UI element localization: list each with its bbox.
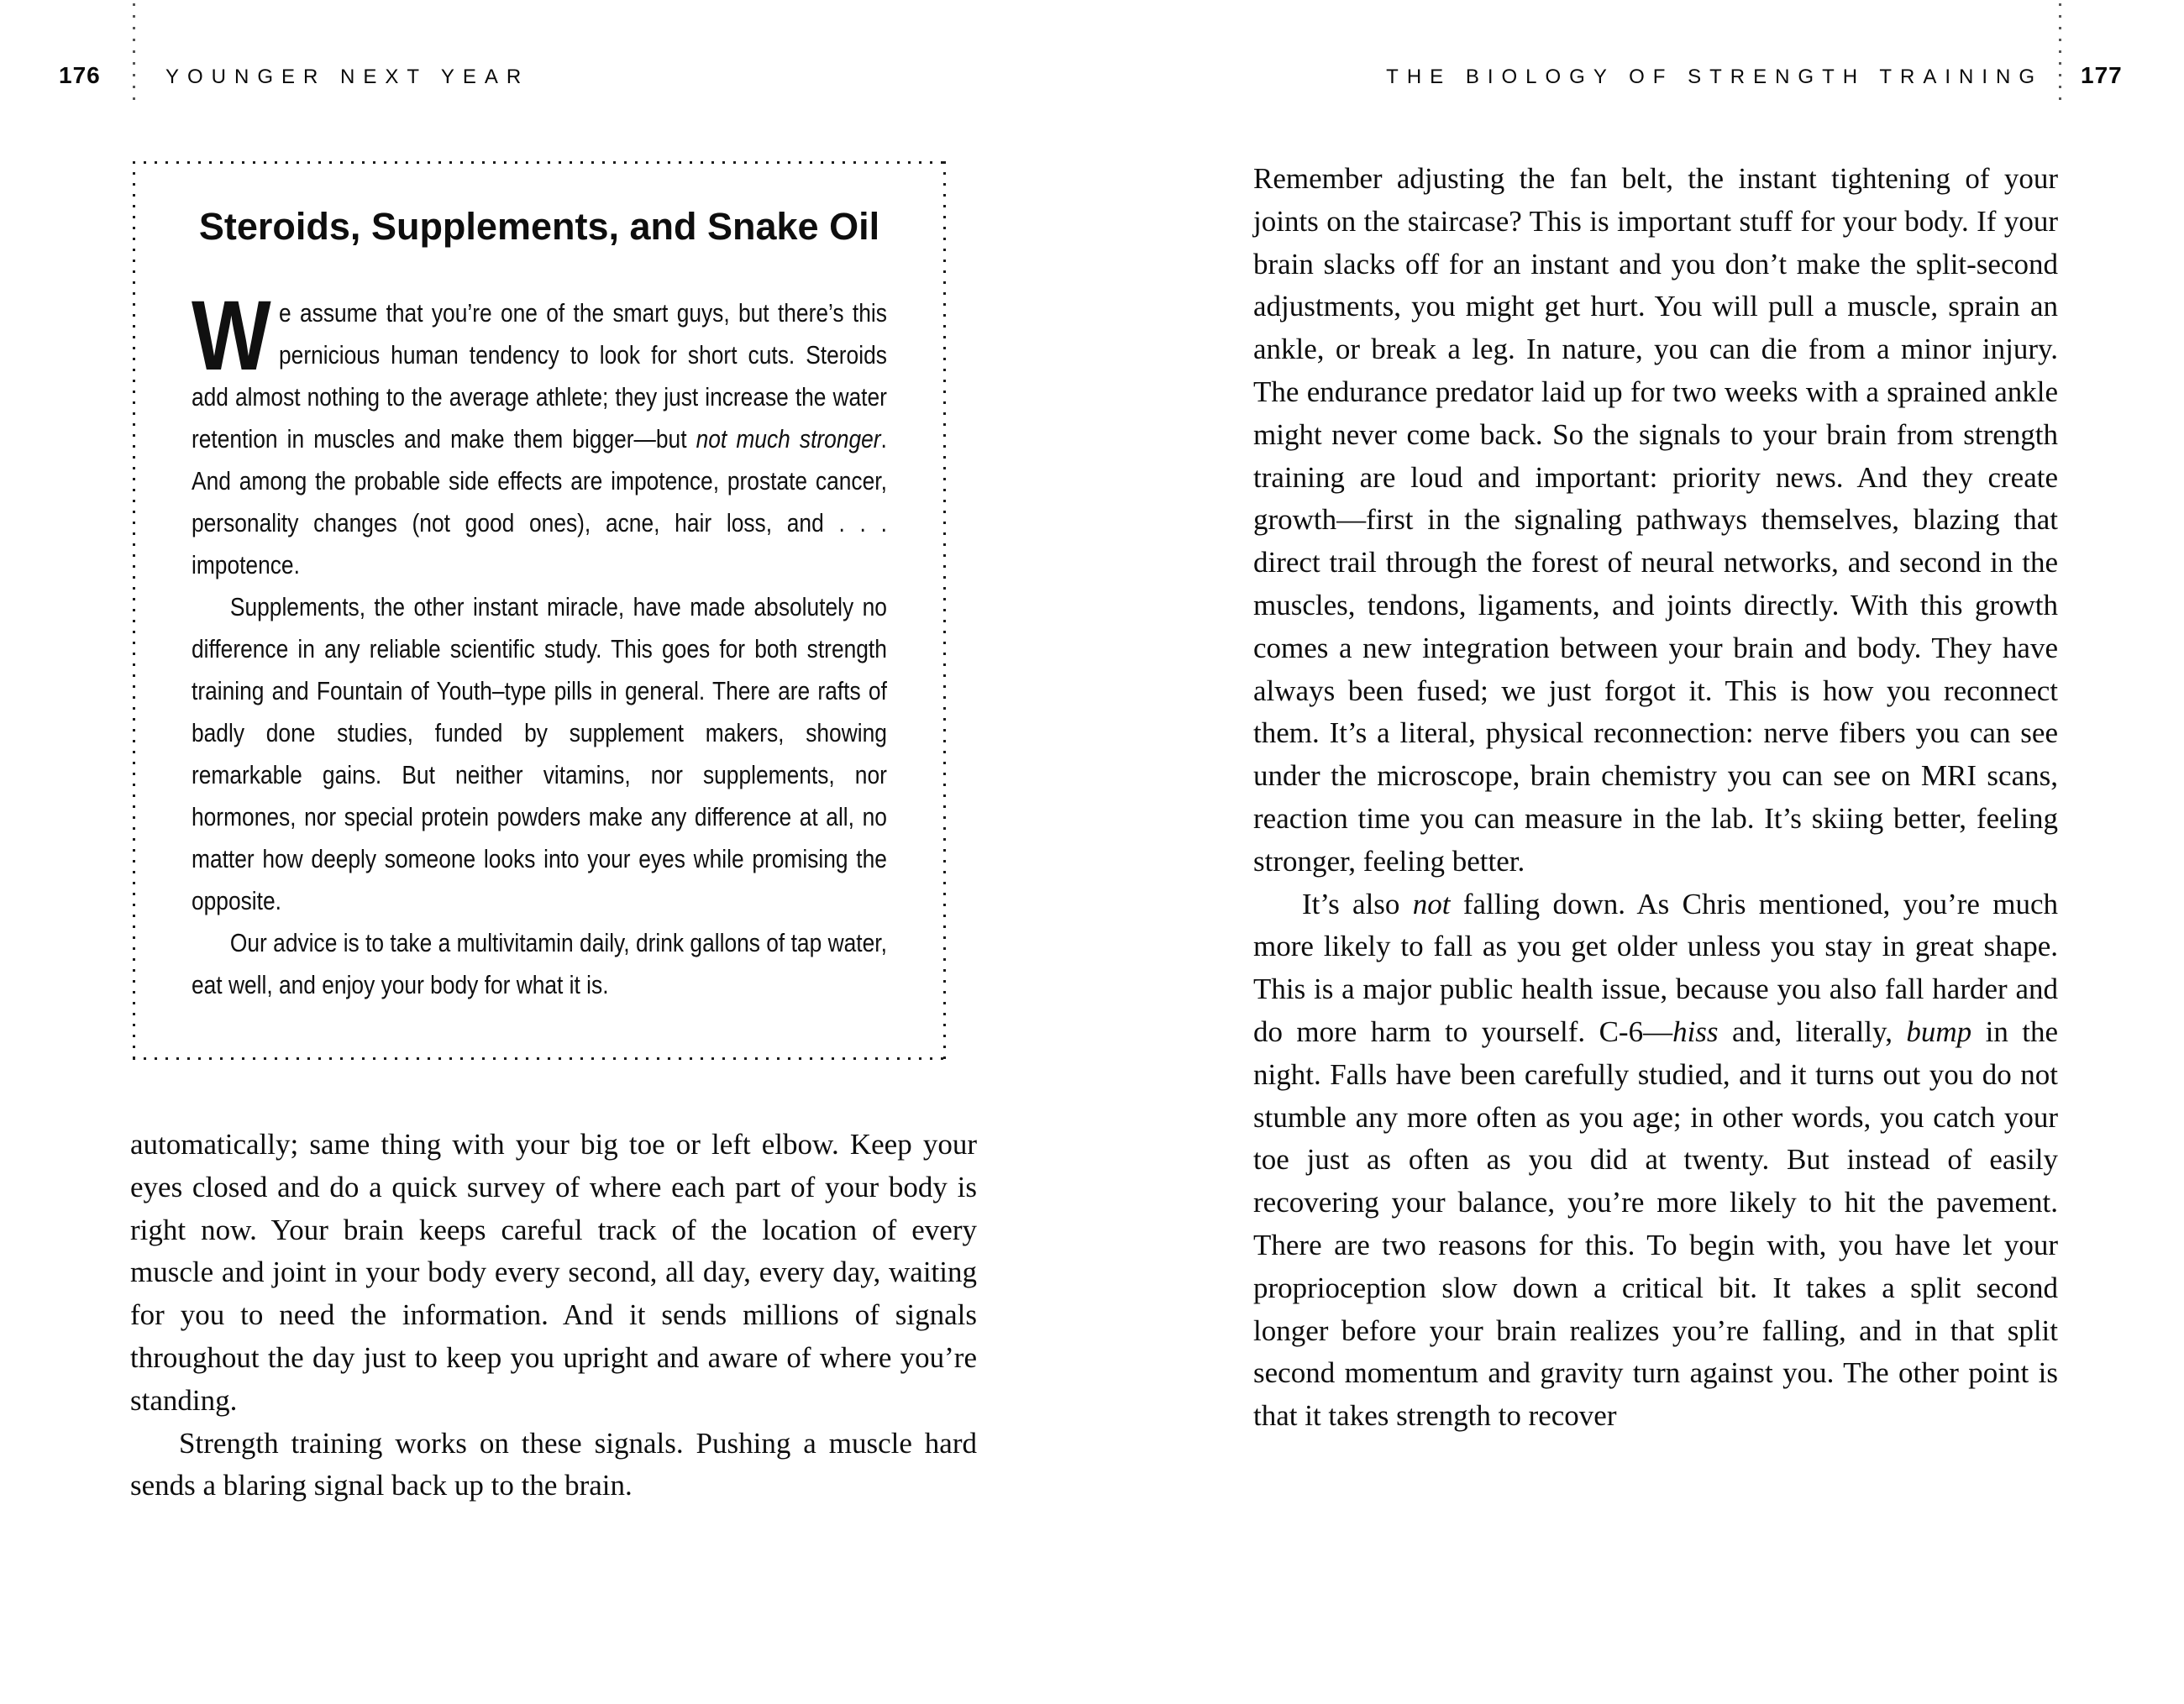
body-paragraph	[1253, 158, 2058, 883]
sidebar-body	[192, 281, 887, 1006]
text-run-italic: not	[1412, 887, 1451, 920]
text-run: automatically; same thing with your big toe or left elbow. Keep your eyes closed and do a quick survey of where each part of your body is right now. Your brain keeps careful track of the location of every muscle and joint in your body every second, all day, every day, waiting for you to need the information. And it sends millions of signals throughout the day just to keep you upright and aware of where you’re standing.	[130, 1128, 977, 1417]
text-run-italic: hiss	[1672, 1015, 1719, 1048]
sidebar-box	[133, 161, 946, 1060]
right-running-head: THE BIOLOGY OF STRENGTH TRAINING	[1386, 66, 2043, 88]
body-paragraph	[130, 1124, 977, 1423]
right-page-number: 177	[2081, 62, 2123, 88]
text-run: Remember adjusting the fan belt, the instant tightening of your joints on the staircase? This is important stuff for your body. If your brain slacks off for an instant and you don’t make the split-second adjustments, you might get hurt. You will pull a muscle, sprain an ankle, or break a leg. In nature, you can die from a minor injury. The endurance predator laid up for two weeks with a sprained ankle might never come back. So the signals to your brain from strength training are loud and important: priority news. And they create growth—first in the signaling pathways themselves, blazing that direct trail through the forest of neural networks, and second in the muscles, tendons, ligaments, and joints directly. With this growth comes a new integration between your brain and body. They have always been fused; we just forgot it. This is how you reconnect them. It’s a literal, physical reconnection: nerve fibers you can see under the microscope, brain chemistry you can see on MRI scans, reaction time you can measure in the lab. It’s skiing better, feeling stronger, feeling better.	[1253, 162, 2058, 878]
left-page-body	[130, 1124, 977, 1507]
text-run: Strength training works on these signals. Pushing a muscle hard sends a blaring signal back up to the brain.	[130, 1426, 977, 1502]
text-run: and, literally,	[1718, 1015, 1907, 1048]
text-run: e assume that you’re one of the smart guys, but there’s this pernicious human tendency to look for short cuts. Steroids add almost nothing to the average athlete; they just increase the water retention in muscles and make them bigger—but	[192, 298, 887, 454]
left-running-head: YOUNGER NEXT YEAR	[165, 66, 530, 88]
text-run: Supplements, the other instant miracle, have made absolutely no difference in any reliable scientific study. This goes for both strength training and Fountain of Youth–type pills in general. There are rafts of badly done studies, funded by supplement makers, showing remarkable gains. But neither vitamins, nor supplements, nor hormones, nor special protein powders make any difference at all, no matter how deeply someone looks into your eyes while promising the opposite.	[192, 592, 887, 915]
body-paragraph	[130, 1423, 977, 1508]
left-header-divider	[133, 3, 135, 106]
sidebar-title: Steroids, Supplements, and Snake Oil	[198, 205, 880, 248]
text-run: falling down. As Chris mentioned, you’re much more likely to fall as you get older unless you stay in great shape. This is a major public health issue, because you also fall harder and do more harm to yourself. C-6—	[1253, 887, 2059, 1048]
box-border-bottom	[133, 1057, 946, 1060]
text-run-italic: not much stronger	[696, 424, 881, 454]
text-run: in the night. Falls have been carefully studied, and it turns out you do not stumble any more often as you age; in other words, you catch your toe just as often as you did at twenty. But instead of easily recovering your balance, you’re more likely to hit the pavement. There are two reasons for this. To begin with, you have let your proprioception slow down a critical bit. It takes a split second longer before your brain realizes you’re falling, and in that split second momentum and gravity turn against you. The other point is that it takes strength to recover	[1253, 1015, 2059, 1433]
right-page-body	[1253, 158, 2058, 1438]
sidebar-paragraph	[192, 586, 887, 922]
text-run: Our advice is to take a multivitamin daily, drink gallons of tap water, eat well, and enjoy your body for what it is.	[192, 928, 887, 999]
text-run-italic: bump	[1906, 1015, 1972, 1048]
box-border-top	[133, 161, 946, 164]
text-run: It’s also	[1302, 887, 1413, 920]
box-border-left	[133, 161, 135, 1060]
sidebar-paragraph	[192, 281, 887, 586]
drop-cap: W	[192, 281, 270, 391]
right-header-divider	[2059, 3, 2061, 106]
sidebar-paragraph	[192, 922, 887, 1006]
left-page-number: 176	[59, 62, 101, 88]
body-paragraph	[1253, 883, 2058, 1438]
box-border-right	[943, 161, 946, 1060]
text-run: . And among the probable side effects are impotence, prostate cancer, personality changes (not good ones), acne, hair loss, and . . . impotence.	[192, 424, 887, 579]
